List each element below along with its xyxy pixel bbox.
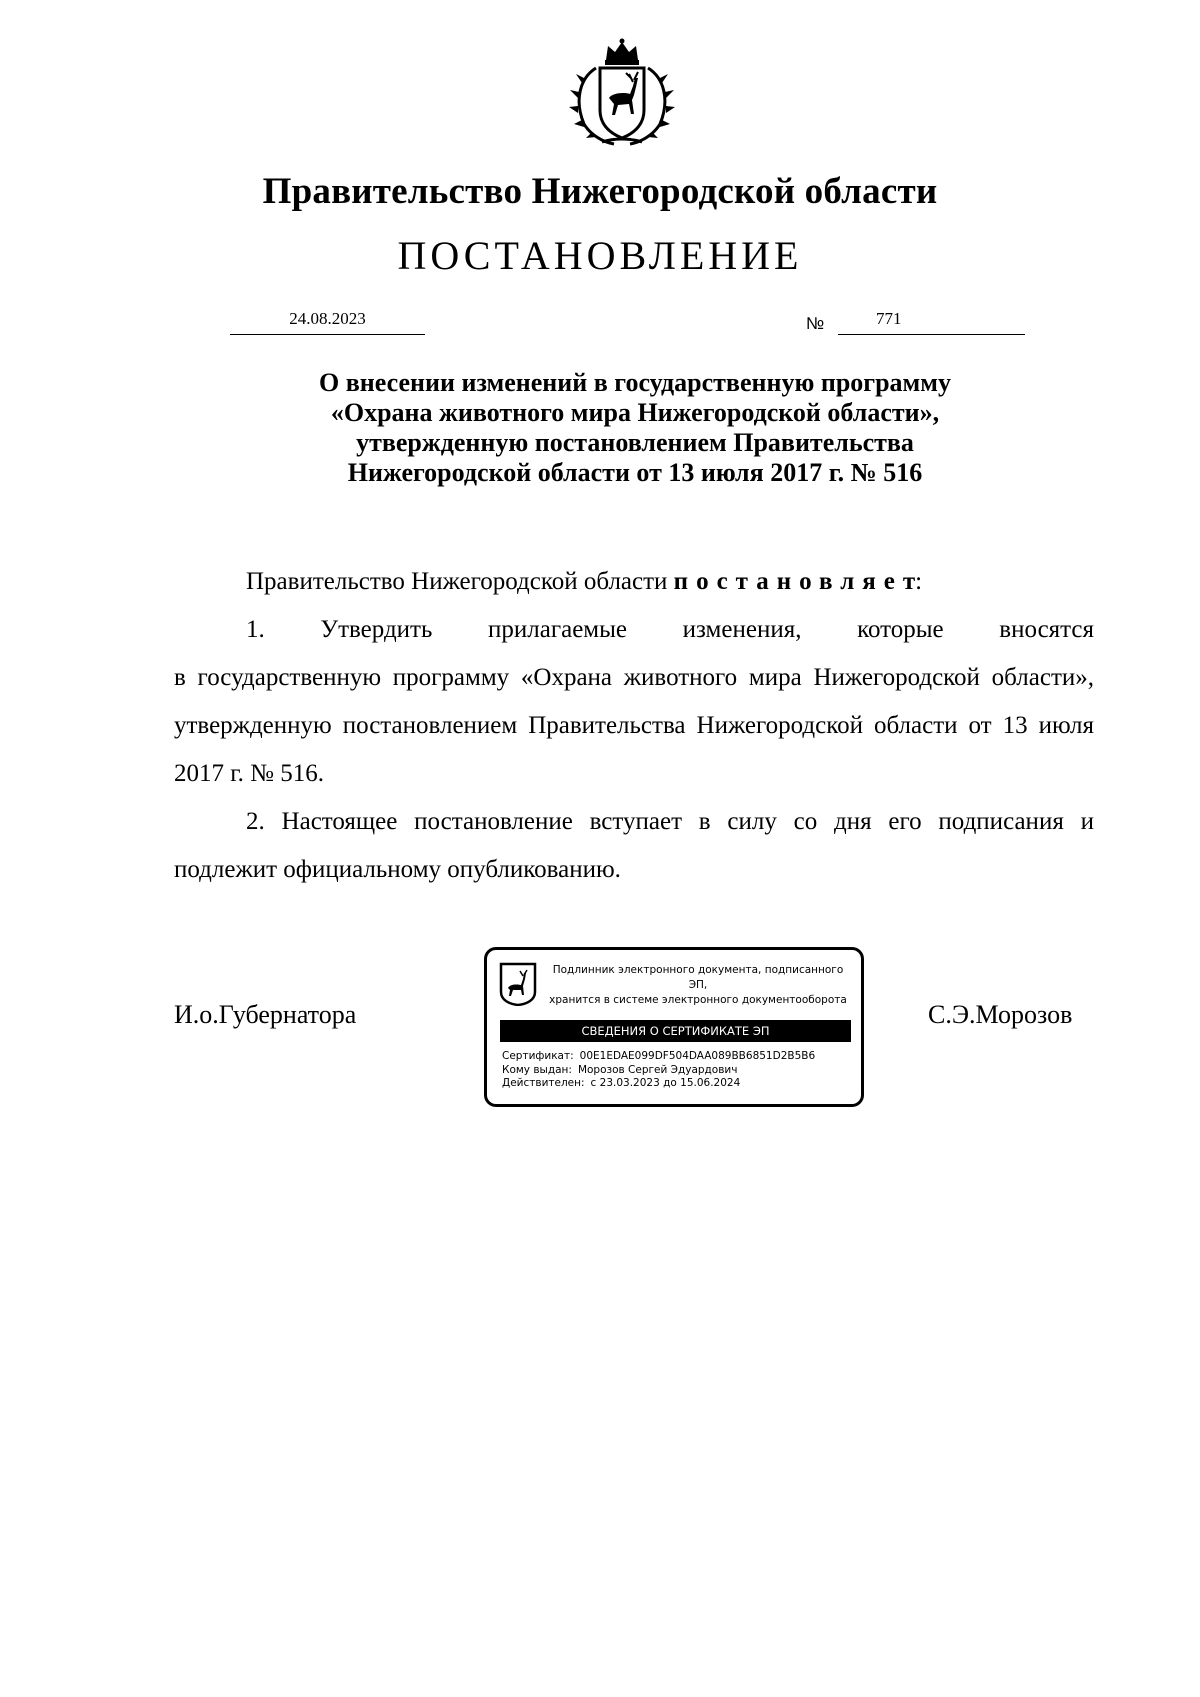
stamp-header-line: хранится в системе электронного документооборота xyxy=(549,994,847,1006)
stamp-header xyxy=(543,963,853,1008)
preamble-resolves-last: т xyxy=(902,568,916,595)
certificate-value: 00E1EDAE099DF504DAA089BB6851D2B5B6 xyxy=(579,1050,816,1062)
item-1-first-line: 1. Утвердить прилагаемые изменения, которые вносятся xyxy=(246,616,1094,643)
document-number-field xyxy=(838,307,1025,335)
preamble-colon: : xyxy=(915,568,923,595)
document-number: 771 xyxy=(876,309,902,328)
certificate-info xyxy=(502,1050,852,1091)
preamble-resolves: постановляе xyxy=(673,568,903,595)
certificate-label: Сертификат: xyxy=(502,1050,574,1062)
item-1-rest: в государственную программу «Охрана животного мира Нижегородской области», утвержденную постановлением Правительства Нижегородской области от 13 июля 2017 г. № 516. xyxy=(174,664,1094,787)
issued-to-value: Морозов Сергей Эдуардович xyxy=(577,1063,738,1076)
certificate-row xyxy=(502,1050,852,1064)
document-subject xyxy=(170,368,1100,488)
coat-of-arms-icon xyxy=(562,38,682,148)
organization-title: Правительство Нижегородской области xyxy=(262,171,938,212)
preamble-text: Правительство Нижегородской области xyxy=(246,568,674,595)
document-body xyxy=(174,558,1094,894)
issued-to-label: Кому выдан: xyxy=(502,1063,572,1076)
item-2: 2. Настоящее постановление вступает в силу со дня его подписания и подлежит официальному опубликованию. xyxy=(174,808,1094,883)
document-date: 24.08.2023 xyxy=(230,307,425,335)
signer-position: И.о.Губернатора xyxy=(174,1000,357,1029)
number-sign: № xyxy=(806,314,825,333)
issued-to-row xyxy=(502,1064,852,1078)
valid-label: Действителен: xyxy=(502,1077,585,1089)
subject-line: Нижегородской области от 13 июля 2017 г. № 516 xyxy=(347,458,923,487)
certificate-info-bar: СВЕДЕНИЯ О СЕРТИФИКАТЕ ЭП xyxy=(500,1020,851,1042)
stamp-header-line: Подлинник электронного документа, подписанного ЭП, xyxy=(552,964,844,991)
subject-line: «Охрана животного мира Нижегородской области», xyxy=(330,398,940,427)
valid-value: с 23.03.2023 до 15.06.2024 xyxy=(590,1077,741,1089)
preamble xyxy=(174,558,1094,606)
electronic-signature-stamp xyxy=(484,947,864,1107)
signer-name: С.Э.Морозов xyxy=(928,1000,1073,1029)
valid-row xyxy=(502,1077,852,1091)
deer-emblem-icon xyxy=(499,962,537,1006)
subject-line: утвержденную постановлением Правительства xyxy=(356,428,914,457)
document-type: ПОСТАНОВЛЕНИЕ xyxy=(397,233,803,278)
subject-line: О внесении изменений в государственную программу xyxy=(319,368,951,397)
